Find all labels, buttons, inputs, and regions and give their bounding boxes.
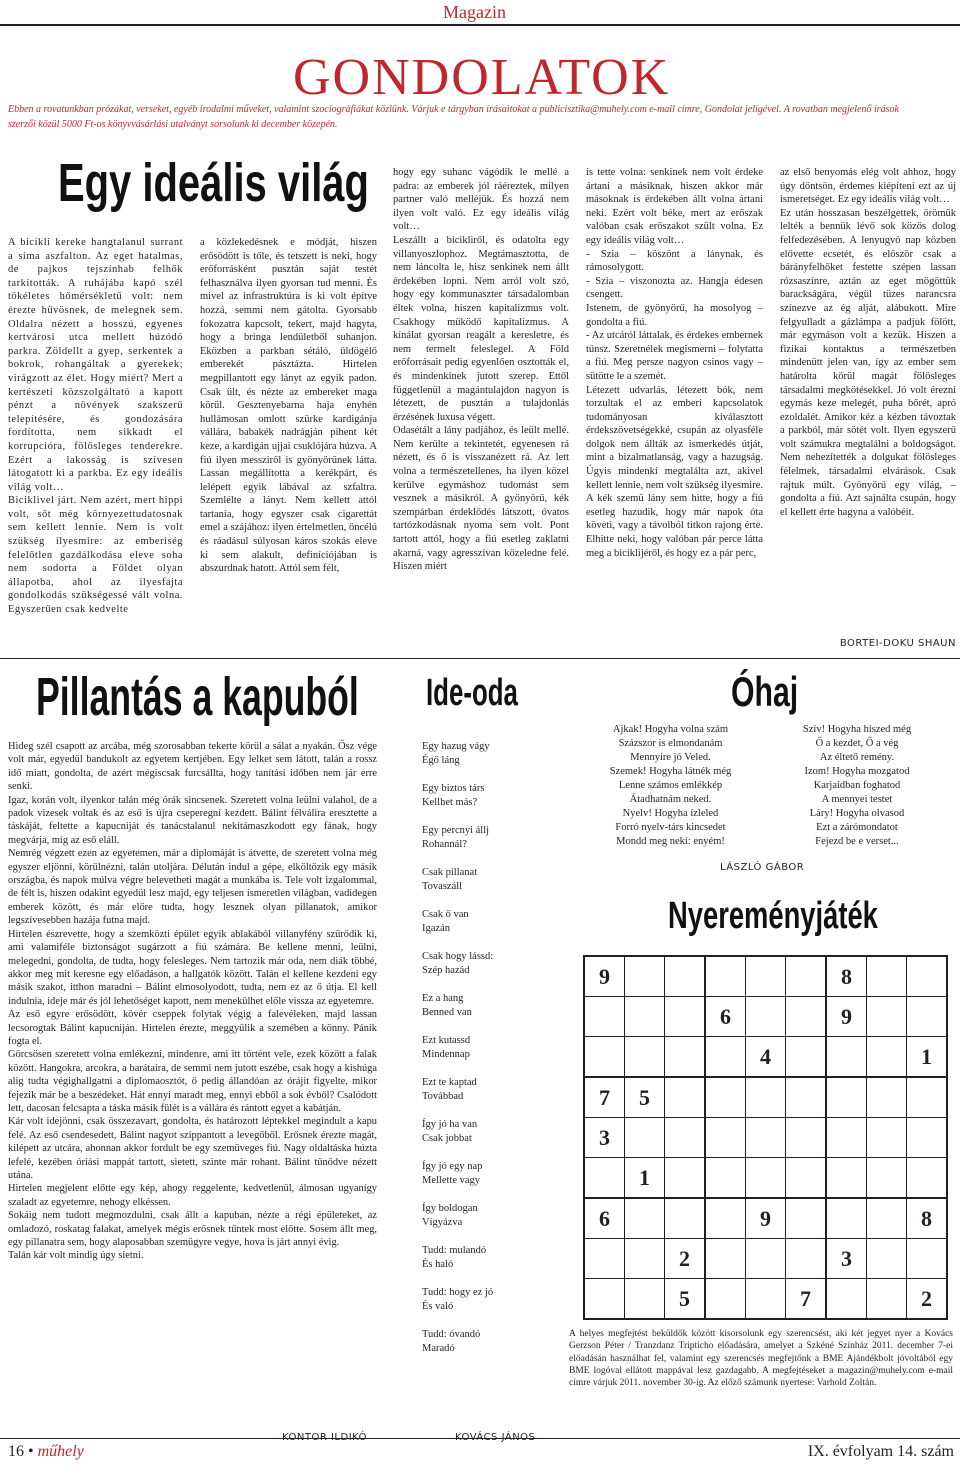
poem-line: Izom! Hogyha mozgatod <box>804 766 910 777</box>
poem-line <box>422 810 572 824</box>
article-title: Egy ideális világ <box>58 153 369 213</box>
puzzle-title: Nyereményjáték <box>668 895 878 937</box>
poem-line: Tudd: hogy ez jó <box>422 1287 494 1298</box>
sudoku-row <box>584 1077 947 1118</box>
intro-line-2: szerzői közül 5000 Ft-os könyvvásárlási utalványt sorsolunk ki december közepén. <box>8 119 338 130</box>
poem-line: Átadhatnám neked. <box>629 794 712 805</box>
poem-line: Ő a kezdet, Ő a vég <box>815 738 899 749</box>
poem-line: Karjaidban foghatod <box>813 780 901 791</box>
sudoku-cell[interactable] <box>907 956 948 997</box>
sudoku-cell[interactable] <box>584 1158 625 1199</box>
article-author: BORTEI-DOKU SHAUN <box>839 638 956 649</box>
page-title: GONDOLATOK <box>293 49 671 106</box>
poem-line <box>422 936 572 950</box>
sudoku-cell[interactable] <box>786 1158 827 1199</box>
poem-line: Mennyire jó Veled. <box>630 752 711 763</box>
sudoku-cell[interactable] <box>705 1077 746 1118</box>
poem-body <box>422 740 572 1356</box>
paragraph: Igaz, korán volt, ilyenkor talán még órák sincsenek. Szeretett volna leülni valahol, de a padok vizesek voltak és az eső is újra cseperegni kezdett. Bálint félválira eresztette a táskáját, feltette a kapucniját és tanácstalanul nekitámaszkodott egy fának, hogy megvárja, míg az eső eláll. <box>8 794 377 846</box>
poem-line <box>422 768 572 782</box>
sudoku-cell[interactable] <box>625 956 665 997</box>
sudoku-cell[interactable] <box>625 1239 665 1279</box>
sudoku-cell[interactable] <box>867 1037 907 1078</box>
sudoku-cell[interactable]: 9 <box>826 997 867 1037</box>
sudoku-cell[interactable]: 5 <box>625 1077 665 1118</box>
sudoku-row <box>584 1037 947 1078</box>
paragraph: hogy egy suhanc vágódik le mellé a padra: az emberek jól ráéreztek, milyen partner való melléjük. És hozzá nem ilyen volt való. Ez egy ideális világ volt… <box>393 167 569 233</box>
poem-line: Csak pillanat <box>422 867 478 878</box>
poem-line: Egy percnyi állj <box>422 825 490 836</box>
sudoku-cell[interactable] <box>746 1118 786 1158</box>
poem-line: Szemek! Hogyha látnék még <box>609 766 732 777</box>
sudoku-cell[interactable] <box>746 997 786 1037</box>
poem-line <box>422 1104 572 1118</box>
paragraph: Biciklivel járt. Nem azért, mert hippi volt, sőt még környezettudatosnak sem kellett lennie. Nem is volt szükség ilyesmire: az emberiség felelőtlen gazdálkodása eleve soha nem sodorta a Földet olyan állapotba, ahol az ilyesfajta gondolkodás szükségessé vált volna. Egyszerűen csak kedvelte <box>8 495 183 616</box>
poem-line <box>422 1188 572 1202</box>
sudoku-row <box>584 1158 947 1199</box>
poem-line: Az éltető remény. <box>819 752 895 763</box>
poem-line: Benned van <box>422 1007 472 1018</box>
sudoku-cell[interactable] <box>705 1118 746 1158</box>
sudoku-cell[interactable] <box>625 1279 665 1320</box>
sudoku-cell[interactable] <box>907 1077 948 1118</box>
sudoku-cell[interactable] <box>867 1118 907 1158</box>
poem-author: LÁSZLÓ GÁBOR <box>720 862 805 873</box>
poem-line: Szív! Hogyha hiszed még <box>802 724 912 735</box>
intro-line-1: Ebben a rovatunkban prózákat, verseket, egyéb irodalmi műveket, valamint szociográfiákat közlünk. Várjuk e tárgyban írásaitokat a publicisztika@muhely.com e-mail címre, Gondolat jeligével. A rovatban megjelenő írások <box>8 104 899 115</box>
poem-line: Maradó <box>422 1343 455 1354</box>
sudoku-cell[interactable] <box>705 1279 746 1320</box>
poem-line: Egy biztos társ <box>422 783 485 794</box>
sudoku-cell[interactable] <box>705 1037 746 1078</box>
poem-line: Fejezd be e verset... <box>815 836 899 847</box>
sudoku-cell[interactable] <box>584 1239 625 1279</box>
sudoku-row <box>584 956 947 997</box>
paragraph: Ez után hosszasan beszélgettek, örömük lelték a bennük lévő sok közös dolog felfedezésében. A lenyugvó nap közben elővette ecsetét, és először csak a bárányfelhőket festette szépen lassan rózsaszínre, aztán az eget mögöttük barackságára, végül tüzes narancsra színezve az ég alját, alábukott. Mire felgyulladt a gázlámpa a padjuk fölött, már egymáson volt a kezük. Hiszen a fizikai kontaktus a természetben mindenütt jelen van, így az ember sem határolta körül magát fölösleges társadalmi megkötésekkel. Jó volt érezni egymás keze melegét, puha bőrét, apró ezoldalét. Amikor kéz a kézben távoztak a parkból, már sötét volt. Ilyen egyszerű volt számukra megtalálni a boldogságot. Nem nehezítették a dolgukat fölösleges félelmek, társadalmi elvárások. Csak rajtuk múlt. Gyönyörű egy világ, – gondolta a fiú. Azt sajnálta csupán, hogy el kellett érte hagyna a valóbéit. <box>780 207 956 518</box>
sudoku-cell[interactable]: 3 <box>826 1239 867 1279</box>
poem-line: Tudd: mulandó <box>422 1245 487 1256</box>
sudoku-grid <box>583 955 948 1320</box>
paragraph: Leszállt a bicikliről, és odatolta egy villanyoszlophoz. Megtámasztotta, de nem láncolta le, hisz senkinek nem állt érdekében lopni. Nem arról volt szó, hogy egy kommunaszter társadalomban éltek volna, hiszen kapitalizmus volt. Csakhogy működő kapitalizmus. A kínálat gyorsan reagált a keresletre, és nem termelt feleslegel. A Föld erőforrásait pedig egyenlően osztották el, és mindenkinek jutott szerep. Ettől függetlenül a magántulajdon nagyon is létezett, de pusztán a tulajdonlás érzésének luxusa végett. <box>393 234 569 423</box>
poem-line: Így jó egy nap <box>422 1161 483 1172</box>
poem-line: És való <box>422 1301 454 1312</box>
sudoku-cell[interactable] <box>665 1037 706 1078</box>
paragraph: Hirtelen észrevette, hogy a szemközti épület egyik ablakából villanyfény szűrődik ki, ami valamiféle biztonságot sugárzott a fiú számára. Be kellene menni, leülni, melegedni, gondolta, de tudta, hogy felesleges. Nem tartozik már oda, nem diák többé, akkor meg mit keresne egy előadáson, a hallgatók között. Talán el kellene kezdeni egy másik szakot, itthon maradni – Bálint elmosolyodott, tudta, nem ez az ő útja. El kell indulnia, ideje már és jól lehetőséget kapott, nem menekülhet előle vissza az egyetemre. <box>8 928 377 1007</box>
footer-left <box>8 1443 84 1461</box>
poem-line: Ezt a zárómondatot <box>816 822 898 833</box>
paragraph: Odasétált a lány padjához, és leült mellé. Nem kerülte a tekintetét, egyenesen rá nézett, és ő is visszanézett rá. Az lett volna a természetellenes, ha ilyen közel kerülve egymáshoz tudomást sem vesznek a másikról. A gyönyörű, kék szempárban érdeklődés látszott, óvatos tartózkodásnak nyoma sem volt. Pont tartott attól, hogy a fiú esetleg zaklatni akarná, vagy agresszívan közeledne felé. Hiszen miért <box>393 425 569 573</box>
sudoku-cell[interactable] <box>907 1118 948 1158</box>
poem-line <box>422 1272 572 1286</box>
sudoku-cell[interactable] <box>867 956 907 997</box>
paragraph: Istenem, de gyönyörű, ha mosolyog – gondolta a fiú. <box>586 302 763 328</box>
poem-line: Forró nyelv-társ kincsedet <box>615 822 726 833</box>
volume-info: IX. évfolyam 14. szám <box>807 1443 954 1460</box>
paragraph: Sokáig nem tudott megmozdulni, csak állt a kapuban, nézte a régi épületeket, az omladozó, roskatag falakat, amelyek mégis erősnek tűntek most előtte. Sosem állt meg, egy pillanatra sem, hogy alaposabban szemügyre vegye, hova is járt annyi évig. <box>8 1210 377 1249</box>
sudoku-cell[interactable] <box>625 1037 665 1078</box>
sudoku-cell[interactable] <box>665 1118 706 1158</box>
sudoku-cell[interactable] <box>907 1239 948 1279</box>
poem-line: Igazán <box>422 923 450 934</box>
sudoku-cell[interactable]: 3 <box>584 1118 625 1158</box>
sudoku-cell[interactable] <box>705 1239 746 1279</box>
poem-line <box>422 1146 572 1160</box>
section-divider <box>0 658 960 659</box>
page-number: 16 <box>8 1443 24 1460</box>
sudoku-cell[interactable] <box>746 956 786 997</box>
poem-line: Égő láng <box>422 755 460 766</box>
article-body <box>8 740 377 1263</box>
sudoku-cell[interactable]: 1 <box>625 1158 665 1199</box>
header-rule <box>0 24 960 26</box>
poem-line: Nyelv! Hogyha ízleled <box>622 808 719 819</box>
poem-line: Vígyázva <box>422 1217 463 1228</box>
sudoku-cell[interactable] <box>786 1118 827 1158</box>
sudoku-cell[interactable] <box>907 1158 948 1199</box>
sudoku-cell[interactable] <box>867 1198 907 1239</box>
poem-stanza-right <box>772 723 942 849</box>
poem-line <box>422 1020 572 1034</box>
poem-line: Ezt kutassd <box>422 1035 471 1046</box>
poem-line: Egy hazug vágy <box>422 741 490 752</box>
sudoku-cell[interactable] <box>705 1158 746 1199</box>
sudoku-cell[interactable] <box>826 1118 867 1158</box>
poem-line: Lenne számos emlékkép <box>618 780 723 791</box>
sudoku-cell[interactable] <box>826 1158 867 1199</box>
paragraph: Hideg szél csapott az arcába, még szorosabban tekerte körül a sálat a nyakán. Ősz vége volt már, egyedül bandukolt az egyetem kertjében. Egy lelket sem látott, talán a rossz idő miatt, gondolta, de azért mégiscsak furcsállta, hogy tanítási időben nem jár erre senki. <box>8 741 377 793</box>
sudoku-cell[interactable] <box>584 997 625 1037</box>
poem-line: Továbbad <box>422 1091 464 1102</box>
poem-line: Ezt te kaptad <box>422 1077 477 1088</box>
paragraph: - Szia – viszonozta az. Hangja édesen csengett. <box>586 275 763 301</box>
paragraph: Hirtelen megjelent előtte egy kép, ahogy reggelente, kedvetlenül, álmosan ugyanígy szaladt az egyetemre, nehogy elkéssen. <box>8 1183 377 1208</box>
poem-line: Csak jobbat <box>422 1133 472 1144</box>
sudoku-cell[interactable] <box>625 1118 665 1158</box>
sudoku-cell[interactable] <box>746 1077 786 1118</box>
sudoku-cell[interactable] <box>867 1158 907 1199</box>
article-column-1 <box>8 236 183 617</box>
poem-line: Százszor is elmondanám <box>618 738 723 749</box>
article-title: Pillantás a kapuból <box>36 667 359 727</box>
poem-line <box>422 1314 572 1328</box>
bullet-icon: • <box>28 1443 34 1460</box>
sudoku-cell[interactable] <box>907 997 948 1037</box>
sudoku-cell[interactable]: 8 <box>907 1198 948 1239</box>
poem-title: Óhaj <box>731 668 799 715</box>
sudoku-cell[interactable] <box>625 997 665 1037</box>
poem-line: Mindennap <box>422 1049 470 1060</box>
sudoku-cell[interactable] <box>746 1239 786 1279</box>
paragraph: Az eső egyre erősödött, kövér cseppek folytak végig a falevéleken, majd lassan lecsorogtak Bálint kapucniján. Hirtelen érezte, meggyűlik a szemében a könny. Pánik fogta el. <box>8 1009 377 1047</box>
poem-line <box>422 1230 572 1244</box>
sudoku-cell[interactable] <box>786 997 827 1037</box>
article-column-4 <box>586 166 763 560</box>
sudoku-cell[interactable]: 7 <box>786 1279 827 1320</box>
sudoku-cell[interactable] <box>705 956 746 997</box>
sudoku-row <box>584 997 947 1037</box>
poem-line: Ez a hang <box>422 993 464 1004</box>
sudoku-cell[interactable] <box>786 1198 827 1239</box>
sudoku-cell[interactable] <box>826 1077 867 1118</box>
sudoku-cell[interactable] <box>826 1279 867 1320</box>
sudoku-cell[interactable] <box>786 1239 827 1279</box>
sudoku-cell[interactable] <box>584 1279 625 1320</box>
sudoku-cell[interactable] <box>746 1279 786 1320</box>
sudoku-cell[interactable] <box>826 1037 867 1078</box>
poem-line: Tudd: óvandó <box>422 1329 481 1340</box>
sudoku-cell[interactable]: 6 <box>584 1198 625 1239</box>
poem-line: Láry! Hogyha olvasod <box>809 808 905 819</box>
section-label: Magazin <box>443 2 506 22</box>
sudoku-row <box>584 1279 947 1320</box>
sudoku-row <box>584 1118 947 1158</box>
poem-line <box>422 1062 572 1076</box>
sudoku-cell[interactable] <box>786 1077 827 1118</box>
poem-line: Szép hazád <box>422 965 470 976</box>
sudoku-cell[interactable] <box>867 1239 907 1279</box>
poem-line <box>422 978 572 992</box>
sudoku-cell[interactable] <box>867 997 907 1037</box>
sudoku-cell[interactable] <box>786 1037 827 1078</box>
paragraph: Talán kár volt mindig úgy sietni. <box>8 1250 144 1262</box>
poem-line: Rohannál? <box>422 839 467 850</box>
article-column-3 <box>393 166 569 574</box>
sudoku-cell[interactable]: 4 <box>746 1037 786 1078</box>
poem-line <box>422 894 572 908</box>
poem-line: Kellhet más? <box>422 797 478 808</box>
poem-line: Mondd meg neki: enyém! <box>616 836 725 847</box>
sudoku-cell[interactable] <box>826 1198 867 1239</box>
sudoku-cell[interactable]: 7 <box>584 1077 625 1118</box>
sudoku-cell[interactable] <box>705 1198 746 1239</box>
poem-line: Tovaszáll <box>422 881 463 892</box>
poem-title: Ide-oda <box>426 672 518 714</box>
sudoku-cell[interactable] <box>786 956 827 997</box>
sudoku-cell[interactable] <box>665 997 706 1037</box>
poem-stanza-left <box>588 723 753 849</box>
paragraph: is tette volna: senkinek nem volt érdeke ártani a másiknak, hiszen akkor már másoknak is érdekében állt volna ártani neki. Ezért volt béke, mert az erőszak valóban csak erőszakot szült volna. Ez egy ideális világ volt… <box>586 167 763 246</box>
footer-rule <box>0 1438 960 1439</box>
brand-name: műhely <box>37 1443 84 1460</box>
paragraph: az első benyomás elég volt ahhoz, hogy úgy döntsön, érdemes kiépíteni ezt az új ismeretséget. Ez egy ideális világ volt… <box>780 167 956 206</box>
sudoku-cell[interactable] <box>665 1158 706 1199</box>
sudoku-cell[interactable] <box>665 1077 706 1118</box>
poem-line: Mellette vagy <box>422 1175 481 1186</box>
sudoku-cell[interactable]: 9 <box>746 1198 786 1239</box>
sudoku-cell[interactable] <box>867 1279 907 1320</box>
poem-line: Így boldogan <box>422 1203 478 1214</box>
article-column-5 <box>780 166 956 519</box>
paragraph: - Az utcáról láttalak, és érdekes embernek tűnsz. Szeretnélek megismerni – folytatta a fiú. Meg persze nagyon csinos vagy – sütötte le a szemét. <box>586 330 763 382</box>
puzzle-note: A helyes megfejtést beküldők között kisorsolunk egy szerencsést, aki két jegyet nyer a Kovács Gerzson Péter / Tranzdanz Tripticho előadására, amelyet a Szkéné Színház 2011. december 7-ei előadásán használhat fel, valamint egy szerencsés megfejtőnk a BME Ajándékbolt jóvoltából egy BME logóval ellátott mappával lesz gazdagabb. A megfejtéseket a magazin@muhely.com e-mail címre várjuk 2011. november 30-ig. Az előző számunk nyertese: Varhold Zoltán. <box>569 1329 953 1389</box>
paragraph: - Szia – köszönt a lánynak, és rámosolygott. <box>586 248 763 274</box>
paragraph: Görcsösen szeretett volna emlékezni, mindenre, ami itt történt vele, ezek között a falak között. Hangokra, arcokra, a barátaira, de semmi nem jutott eszébe, csak hogy a kishúga alig tudta végighallgatni a diplomaosztót, ő pedig állandóan az órájit figyelte, mikor fejezik már be a beszédeket. Hát ennyi maradt meg, ennyi ebből a sok évből? Csalódott lett, dacosan felcsapta a táska másik fülét is a vállára és rántott egyet a kabátján. <box>8 1049 377 1114</box>
sudoku-cell[interactable] <box>665 1198 706 1239</box>
poem-line: Így jó ha van <box>422 1119 478 1130</box>
sudoku-cell[interactable] <box>867 1077 907 1118</box>
poem-line: Csak ő van <box>422 909 469 920</box>
sudoku-row <box>584 1198 947 1239</box>
sudoku-cell[interactable]: 2 <box>665 1239 706 1279</box>
poem-line: Csak hogy lássd: <box>422 951 494 962</box>
paragraph: Nemrég végzett ezen az egyetemen, már a diplomáját is átvette, de szeretett volna még egyszer eljönni, körülnézni, talán utoljára. Délután indul a gépe, elköltözik egy másik országba, és napok múlva végre belevetheti magát a munkába is. Tele volt izgalommal, de félt is, hiszen odakint egyedül lesz majd, egy teljesen ismeretlen világban, vadidegen emberek között, és már előre tudta, hogy lesznek olyan pillanatok, amikor legszívesebben hazája futna majd. <box>8 848 377 927</box>
article-column-2 <box>200 236 377 576</box>
paragraph: Kár volt idejönni, csak összezavart, gondolta, és határozott léptekkel megindult a kapu felé. Az eső csendesedett, Bálint nagyot szippantott a levegőből. Erősnek érezte magát, kilépett az utcára, ahonnan akkor fordult be egy szemüveges fiú. Nagy oldaltáska húzta lefelé, kezében óriási mappát tartott, sietett, szinte már rohant. Bálint tűnődve nézett utána. <box>8 1116 377 1181</box>
sudoku-cell[interactable] <box>625 1198 665 1239</box>
sudoku-cell[interactable] <box>665 956 706 997</box>
paragraph: A bicikli kereke hangtalanul surrant a sima aszfalton. Az eget hatalmas, de pajkos tejszínhab felhők tarkították. A ruhájába kapó szél tökéletes hőmérsékletű volt: nem érezte hűvösnek, de melegnek sem. Oldalra nézett a hosszú, egyenes kertvárosi utca mellett húzódó parkra. Zöldellt a gyep, serkentek a bokrok, rohangáltak a gyerekek; virágzott az élet. Hogy miért? Mert a kertészeti közszolgáltató a kapott pénzt a növények szakszerű telepítésére, és gondozására fordította, nem sikkadt el korrupcióra, fölösleges tenderekre. Ezért a lakosság is szívesen látogatott ki a parkba. Ez egy ideális világ volt… <box>8 237 183 493</box>
sudoku-cell[interactable]: 9 <box>584 956 625 997</box>
sudoku-cell[interactable] <box>746 1158 786 1199</box>
sudoku-cell[interactable] <box>584 1037 625 1078</box>
poem-line <box>422 852 572 866</box>
sudoku-cell[interactable]: 2 <box>907 1279 948 1320</box>
sudoku-cell[interactable]: 8 <box>826 956 867 997</box>
paragraph: Létezett udvarlás, létezett bók, nem torzultak el az emberi kapcsolatok tudományosan kiválasztott érdekszövetségekké, csupán az olyasféle dolgok nem állták az ismerkedés útját, mint a bizalmatlanság, vagy a hazugság. Úgyis mindenki megtalálta azt, akivel kellett lennie, nem volt szükség ilyesmire. A kék szemű lány sem hitte, hogy a fiú esetleg hazudik, hogy már napok óta követi, vagy a távolból titkon rajong érte. Elhitte neki, hogy valóban pár perce látta meg a biciklijéről, és hogy ez a pár perc, <box>586 384 763 559</box>
poem-line: És haló <box>422 1259 454 1270</box>
sudoku-cell[interactable]: 6 <box>705 997 746 1037</box>
paragraph: a közlekedésnek e módját, hiszen erősödött is tőle, és tetszett is neki, hogy erőforrásként pusztán saját testét felhasználva ilyen gyorsan tud menni. És mivel az infrastruktúra is ki volt építve hozzá, semmi nem gátolta. Gyorsabb fokozatra kapcsolt, tekert, majd hagyta, hogy a bringa lendületből suhanjon. Eközben a parkban sétáló, üldögélő emberekét pásztázta. Hirtelen megpillantott egy lányt az egyik padon. Csak ült, és nézte az embereket maga körül. Gesztenyebarna haja enyhén hullámosan omlott szürke kardigánja vállára, babakék nadrágján pihent két keze, a kardigán ujjai csuklójára húzva. A fiú ilyen messziről is gyönyörűnek látta. Lassan megállította a kerékpárt, és lelépett egyik lábával az szfaltra. Szemlélte a lányt. Nem kellett attól tartania, hogy egyszer csak cigarettát emel a szájához: ilyen értelmetlen, öncélú és ráadásul súlyosan káros szokás eleve ki sem alakult, definíciójában is abszurdnak hatott. Attól sem félt, <box>200 237 377 575</box>
sudoku-cell[interactable]: 1 <box>907 1037 948 1078</box>
poem-line: A mennyei testet <box>821 794 893 805</box>
poem-line: Ajkak! Hogyha volna szám <box>612 724 729 735</box>
sudoku-row <box>584 1239 947 1279</box>
sudoku-cell[interactable]: 5 <box>665 1279 706 1320</box>
